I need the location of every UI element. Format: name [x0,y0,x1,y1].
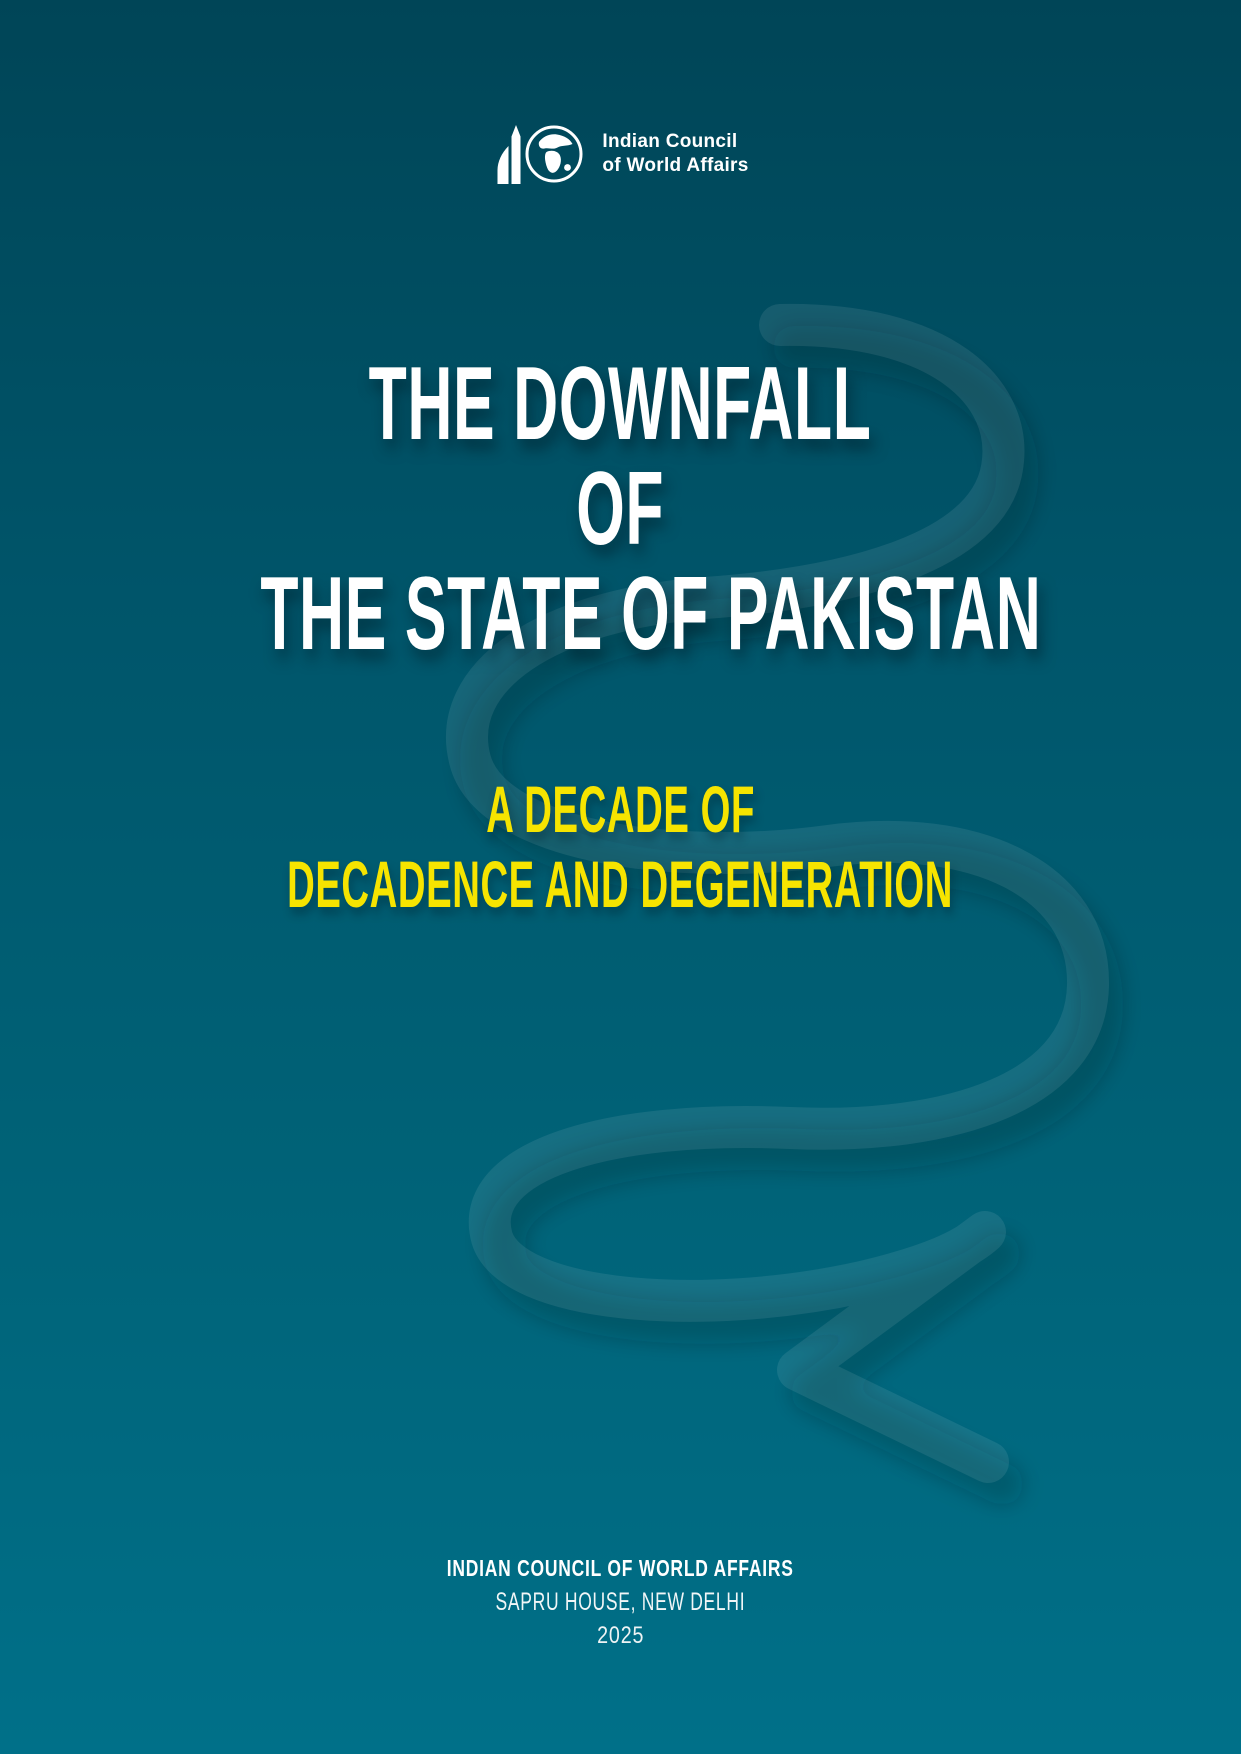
imprint-location: SAPRU HOUSE, NEW DELHI [495,1588,746,1616]
cover-subtitle [0,772,1241,922]
icwa-logo-text-line1: Indian Council [602,131,738,153]
imprint-year: 2025 [596,1622,645,1649]
imprint-organization: INDIAN COUNCIL OF WORLD AFFAIRS [447,1555,794,1581]
icwa-logo-text [602,130,748,177]
imprint [0,1551,1241,1652]
icwa-logo [0,122,1241,186]
title-line-3: THE STATE OF PAKISTAN [260,556,1042,672]
title-line-1: THE DOWNFALL [369,346,872,462]
subtitle-line-1: A DECADE OF [486,772,755,846]
title-line-2: OF [576,451,665,567]
icwa-monument-globe-icon [492,122,588,186]
icwa-logo-text-line2: of World Affairs [602,155,749,176]
cover-title [0,346,1241,672]
subtitle-line-2: DECADENCE AND DEGENERATION [287,847,954,921]
